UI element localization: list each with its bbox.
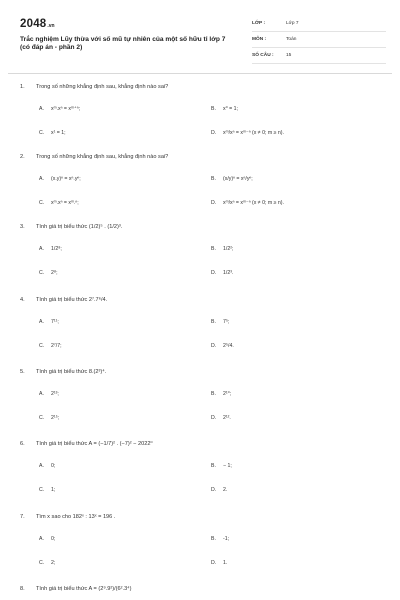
option-d[interactable]: D. 2⁵/4. xyxy=(211,343,234,349)
meta-row-count xyxy=(252,48,386,64)
meta-value: Lớp 7 xyxy=(286,21,299,26)
question-text: Tính giá trị biểu thức A = (−1/7)² . (−7)² − 2022⁰ xyxy=(36,441,153,447)
option-c[interactable]: C. xᵐ.xⁿ = xᵐ.ⁿ; xyxy=(39,200,79,206)
question-number: 8. xyxy=(20,586,25,592)
option-b[interactable]: B. 2¹⁰; xyxy=(211,391,232,397)
question-text: Trong số những khẳng định sau, khẳng định nào sai? xyxy=(36,154,169,160)
question-number: 6. xyxy=(20,441,25,447)
option-c[interactable]: C. 2⁸; xyxy=(39,270,58,276)
meta-label: MÔN : xyxy=(252,37,267,42)
question-text: Tính giá trị biểu thức A = (2⁹.9²)/(6².3⁴) xyxy=(36,586,132,592)
meta-label: SỐ CÂU : xyxy=(252,53,274,58)
meta-row-subject xyxy=(252,32,386,48)
logo-sub: .vn xyxy=(47,23,55,29)
option-b[interactable]: B. x⁰ = 1; xyxy=(211,106,238,112)
question-number: 7. xyxy=(20,514,25,520)
option-a[interactable]: A. 1/2⁸; xyxy=(39,246,62,252)
option-b[interactable]: B. (x/y)ⁿ = xⁿ/yⁿ; xyxy=(211,176,253,182)
option-a[interactable]: A. 0; xyxy=(39,536,56,542)
question-text: Tính giá trị biểu thức 2⁷.7⁶/4. xyxy=(36,297,108,303)
document-page xyxy=(8,6,392,600)
option-b[interactable]: B. -1; xyxy=(211,536,230,542)
document-header xyxy=(8,6,392,74)
option-c[interactable]: C. 2⁷/7; xyxy=(39,343,62,349)
question-number: 5. xyxy=(20,369,25,375)
question-text: Tính giá trị biểu thức 8.(2³)⁴. xyxy=(36,369,107,375)
document-title: Trắc nghiệm Lũy thừa với số mũ tự nhiên của một số hữu tỉ lớp 7 (có đáp án - phần 2) xyxy=(20,36,226,52)
meta-value: 15 xyxy=(286,53,292,58)
question-number: 1. xyxy=(20,84,25,90)
option-b[interactable]: B. 7⁵; xyxy=(211,319,230,325)
meta-label: LỚP : xyxy=(252,21,266,26)
option-b[interactable]: B. − 1; xyxy=(211,463,232,469)
site-logo[interactable] xyxy=(20,18,55,30)
question-text: Tìm x sao cho 182ˣ : 13ˣ = 196 . xyxy=(36,514,116,520)
option-a[interactable]: A. xᵐ.xⁿ = xᵐ⁺ⁿ; xyxy=(39,106,81,112)
option-d[interactable]: D. 2¹². xyxy=(211,415,231,421)
option-c[interactable]: C. 2; xyxy=(39,560,56,566)
option-a[interactable]: A. (x.y)ⁿ = xⁿ.yⁿ; xyxy=(39,176,81,182)
option-a[interactable]: A. 7¹¹; xyxy=(39,319,59,325)
option-d[interactable]: D. 2. xyxy=(211,487,228,493)
question-text: Trong số những khẳng định sau, khẳng định nào sai? xyxy=(36,84,169,90)
option-a[interactable]: A. 0; xyxy=(39,463,56,469)
option-d[interactable]: D. 1/2³. xyxy=(211,270,234,276)
question-number: 2. xyxy=(20,154,25,160)
question-number: 3. xyxy=(20,224,25,230)
option-d[interactable]: D. xᵐ/xⁿ = xᵐ⁻ⁿ (x ≠ 0; m ≥ n). xyxy=(211,130,284,136)
option-b[interactable]: B. 1/2²; xyxy=(211,246,234,252)
meta-row-class xyxy=(252,16,386,32)
option-a[interactable]: A. 2¹³; xyxy=(39,391,59,397)
question-text: Tính giá trị biểu thức (1/2)⁵ . (1/2)³. xyxy=(36,224,123,230)
meta-value: Toán xyxy=(286,37,297,42)
option-d[interactable]: D. xᵐ/xⁿ = xᵐ⁻ⁿ (x ≠ 0; m ≥ n). xyxy=(211,200,284,206)
option-d[interactable]: D. 1. xyxy=(211,560,228,566)
option-c[interactable]: C. 1; xyxy=(39,487,56,493)
logo-main: 2048 xyxy=(20,18,47,30)
option-c[interactable]: C. 2¹⁵; xyxy=(39,415,60,421)
meta-table xyxy=(252,16,386,64)
question-number: 4. xyxy=(20,297,25,303)
option-c[interactable]: C. x¹ = 1; xyxy=(39,130,66,136)
